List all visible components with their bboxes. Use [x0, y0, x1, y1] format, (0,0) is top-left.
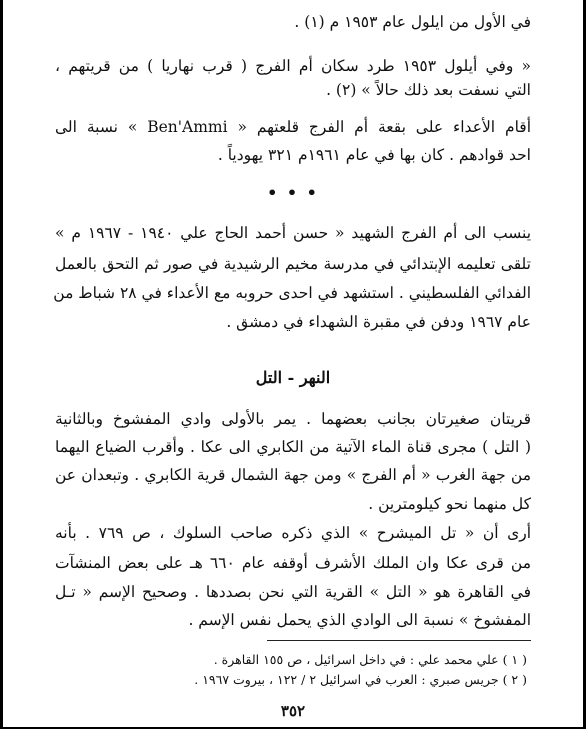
- footnote: ( ٢ ) جريس صبري : العرب في اسرائيل ٢ / ١٢٢ ، بيروت ١٩٦٧ .: [194, 672, 527, 687]
- text-line: كل منهما نحو كيلومترين .: [368, 495, 531, 513]
- text-line: المفشوخ » نسبة الى الوادي الذي يحمل نفس الإسم .: [188, 611, 531, 629]
- text-line: أرى أن « تل الميشرح » الذي ذكره صاحب السلوك ، ص ٧٦٩ . بأنه: [55, 524, 531, 542]
- footnote-separator: [267, 640, 531, 641]
- text-line: في القاهرة هو « التل » القرية التي نحن بصددها . وصحيح الإسم « تـل: [55, 583, 531, 601]
- text-line: من قرى عكا وان الملك الأشرف أوقفه عام ٦٦٠ هـ على بعض المنشآت: [55, 554, 531, 572]
- text-line: قريتان صغيرتان بجانب بعضهما . يمر بالأولى وادي المفشوخ وبالثانية: [55, 410, 531, 428]
- text-line: ( التل ) مجرى قناة الماء الآتية من الكابري الى عكا . وأقرب الضياع اليهما: [55, 438, 531, 456]
- section-separator: • • •: [267, 183, 319, 202]
- text-line: الفدائي الفلسطيني . استشهد في احدى حروبه مع الأعداء في ٢٨ شباط من: [53, 284, 531, 302]
- text-line: من جهة الغرب « أم الفرج » ومن جهة الشمال قرية الكابري . وتبعدان عن: [55, 466, 531, 484]
- section-heading: النهر - التل: [255, 368, 331, 387]
- footnote: ( ١ ) علي محمد علي : في داخل اسرائيل ، ص ١٥٥ القاهرة .: [213, 652, 527, 667]
- text-line: في الأول من ايلول عام ١٩٥٣ م (١) .: [294, 13, 531, 31]
- text-line: أقام الأعداء على بقعة أم الفرج قلعتهم « Ben'Ammi » نسبة الى: [55, 118, 532, 136]
- text-line: التي نسفت بعد ذلك حالاً » (٢) .: [326, 81, 531, 99]
- page-number: ٣٥٢: [280, 702, 306, 720]
- text-line: عام ١٩٦٧ ودفن في مقبرة الشهداء في دمشق .: [226, 313, 531, 331]
- text-line: ينسب الى أم الفرج الشهيد « حسن أحمد الحاج علي ١٩٤٠ - ١٩٦٧ م »: [55, 224, 532, 242]
- text-line: تلقى تعليمه الإبتدائي في مدرسة مخيم الرشيدية في صور ثم التحق بالعمل: [55, 255, 531, 273]
- text-line: احد قوادهم . كان بها في عام ١٩٦١م ٣٢١ يهودياً .: [217, 146, 531, 164]
- text-line: « وفي أيلول ١٩٥٣ طرد سكان أم الفرج ( قرب نهاريا ) من قريتهم ،: [55, 57, 531, 75]
